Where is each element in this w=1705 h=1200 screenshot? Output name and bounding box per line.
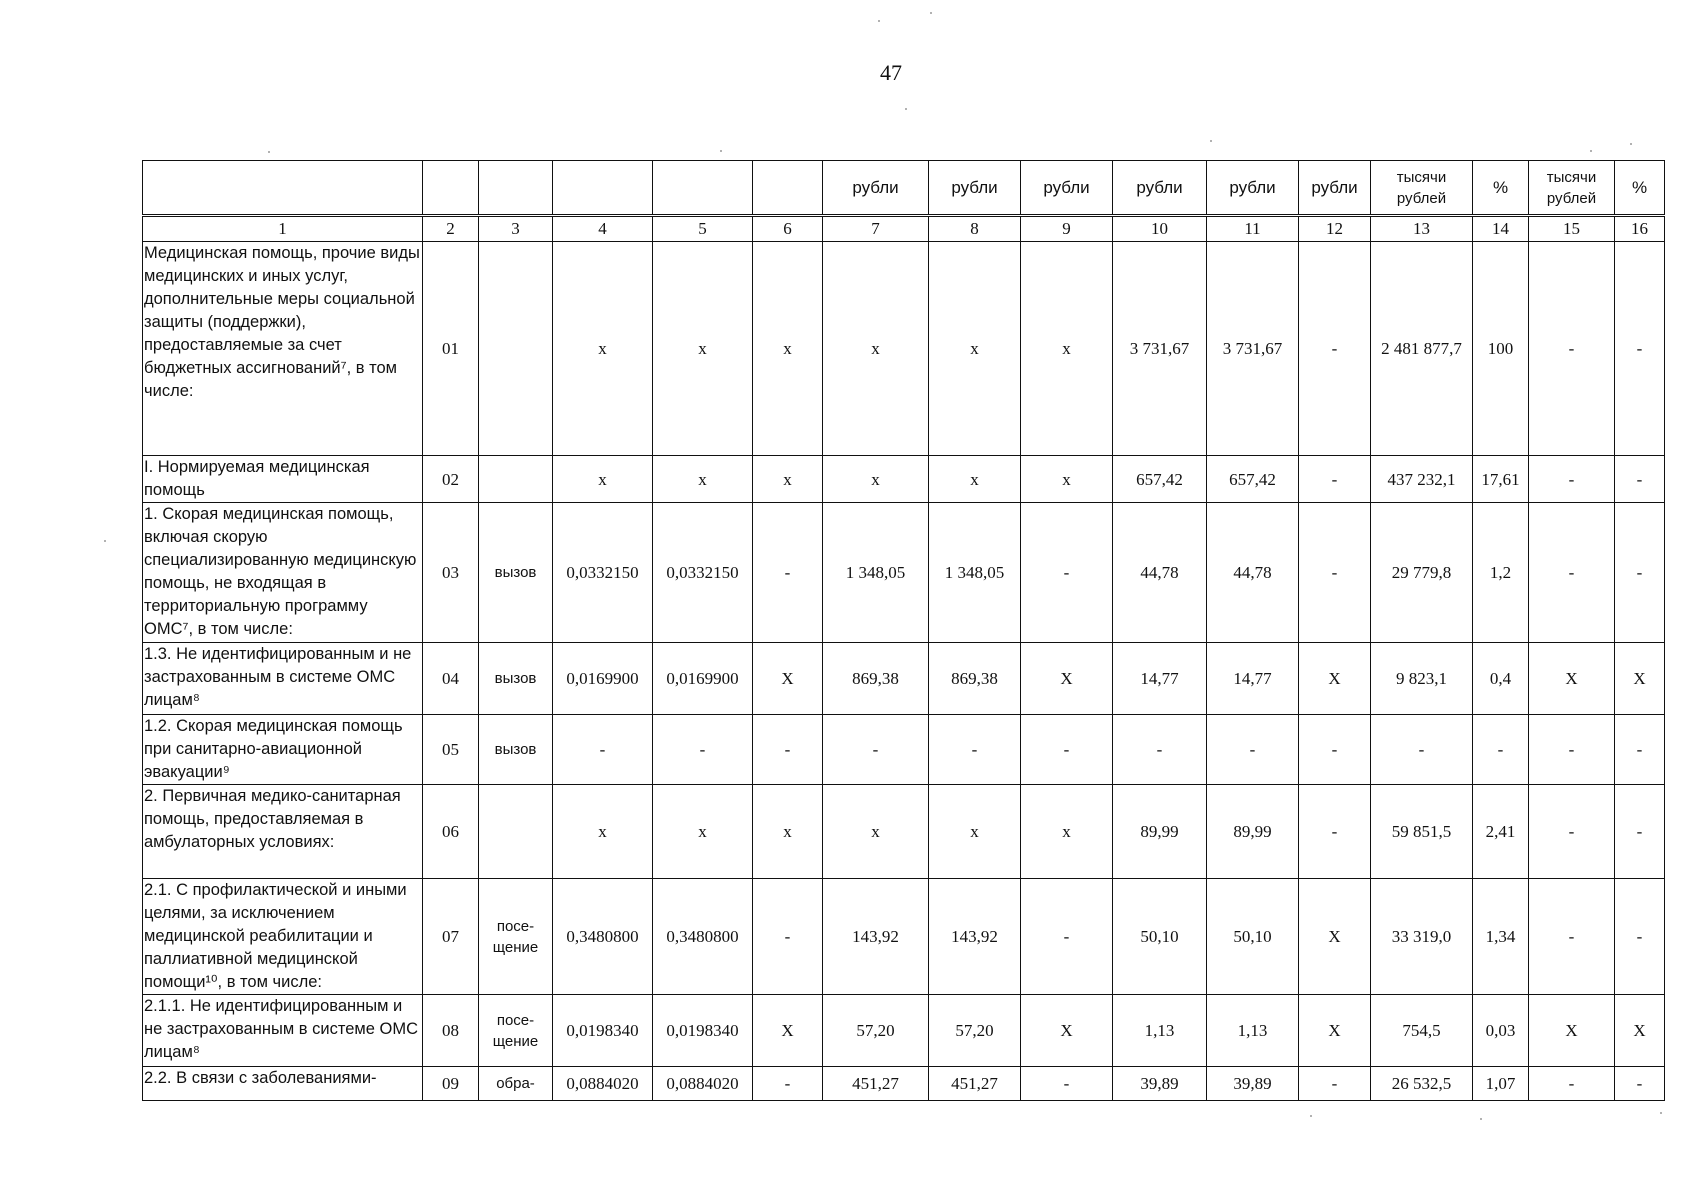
table-cell: 1,07	[1473, 1067, 1529, 1101]
table-cell: -	[1021, 879, 1113, 995]
table-cell: х	[753, 785, 823, 879]
table-cell: 0,0884020	[553, 1067, 653, 1101]
table-cell: х	[929, 785, 1021, 879]
table-cell: -	[1529, 879, 1615, 995]
table-cell: -	[1021, 503, 1113, 643]
table-cell: -	[753, 1067, 823, 1101]
column-number: 15	[1529, 216, 1615, 242]
table-cell: -	[1529, 456, 1615, 503]
table-cell: 04	[423, 643, 479, 715]
table-cell: 2,41	[1473, 785, 1529, 879]
table-cell: 07	[423, 879, 479, 995]
table-cell: х	[823, 242, 929, 456]
table-cell: 9 823,1	[1371, 643, 1473, 715]
table-cell: 44,78	[1113, 503, 1207, 643]
row-label: I. Нормируемая медицинская помощь	[143, 456, 423, 503]
table-cell: Х	[1021, 995, 1113, 1067]
table-cell: -	[1371, 715, 1473, 785]
column-number: 9	[1021, 216, 1113, 242]
unit-cell: рубли	[1299, 161, 1371, 216]
table-cell: х	[653, 242, 753, 456]
table-cell: 39,89	[1113, 1067, 1207, 1101]
table-cell: вызов	[479, 503, 553, 643]
column-number: 7	[823, 216, 929, 242]
column-number: 12	[1299, 216, 1371, 242]
table-cell: 14,77	[1207, 643, 1299, 715]
table-cell: посе-щение	[479, 995, 553, 1067]
table-cell: 657,42	[1207, 456, 1299, 503]
column-number: 10	[1113, 216, 1207, 242]
table-cell: 26 532,5	[1371, 1067, 1473, 1101]
table-cell: Х	[1021, 643, 1113, 715]
table-cell: Х	[753, 995, 823, 1067]
column-number: 8	[929, 216, 1021, 242]
table-cell: 1,13	[1207, 995, 1299, 1067]
table-row	[143, 643, 1665, 715]
table-cell: -	[1529, 715, 1615, 785]
table-cell: 3 731,67	[1113, 242, 1207, 456]
table-cell: Х	[1299, 643, 1371, 715]
table-cell: посе-щение	[479, 879, 553, 995]
column-number: 3	[479, 216, 553, 242]
table-cell: 06	[423, 785, 479, 879]
table-cell: х	[553, 785, 653, 879]
table-cell: 0,0169900	[553, 643, 653, 715]
column-number: 1	[143, 216, 423, 242]
unit-cell	[143, 161, 423, 216]
table-cell: -	[929, 715, 1021, 785]
table-cell: -	[1299, 503, 1371, 643]
table-cell: -	[1615, 1067, 1665, 1101]
table-cell: -	[1021, 715, 1113, 785]
table-cell: Х	[1299, 995, 1371, 1067]
table-cell: -	[1615, 715, 1665, 785]
table-cell: х	[553, 242, 653, 456]
table-row	[143, 879, 1665, 995]
table-cell: 44,78	[1207, 503, 1299, 643]
table-cell: 0,3480800	[553, 879, 653, 995]
unit-cell: рубли	[1113, 161, 1207, 216]
table-cell: 0,0198340	[653, 995, 753, 1067]
table-cell: х	[1021, 785, 1113, 879]
table-cell: 01	[423, 242, 479, 456]
unit-cell: рубли	[823, 161, 929, 216]
table-cell: 451,27	[823, 1067, 929, 1101]
data-table	[142, 160, 1665, 1101]
row-label: 1.3. Не идентифицированным и не застрахованным в системе ОМС лицам⁸	[143, 643, 423, 715]
table-cell: 2 481 877,7	[1371, 242, 1473, 456]
table-cell: 09	[423, 1067, 479, 1101]
table-cell: 14,77	[1113, 643, 1207, 715]
table-cell: -	[1473, 715, 1529, 785]
row-label: 1.2. Скорая медицинская помощь при санитарно-авиационной эвакуации⁹	[143, 715, 423, 785]
table-cell: х	[929, 242, 1021, 456]
table-row	[143, 456, 1665, 503]
table-cell: 0,0332150	[553, 503, 653, 643]
row-label: 1. Скорая медицинская помощь, включая скорую специализированную медицинскую помощь, не входящая в территориальную программу ОМС⁷, в том числе:	[143, 503, 423, 643]
table-cell: Х	[753, 643, 823, 715]
units-row	[143, 161, 1665, 216]
table-cell: х	[1021, 456, 1113, 503]
column-number: 6	[753, 216, 823, 242]
table-cell: -	[1299, 456, 1371, 503]
table-cell: х	[823, 785, 929, 879]
table-cell: 57,20	[929, 995, 1021, 1067]
table-cell: 3 731,67	[1207, 242, 1299, 456]
column-number: 16	[1615, 216, 1665, 242]
table-cell: 33 319,0	[1371, 879, 1473, 995]
unit-cell: рубли	[1207, 161, 1299, 216]
unit-cell: %	[1473, 161, 1529, 216]
table-cell: -	[1615, 503, 1665, 643]
column-number: 14	[1473, 216, 1529, 242]
table-cell: -	[1299, 715, 1371, 785]
table-cell: х	[653, 456, 753, 503]
table-cell: 89,99	[1113, 785, 1207, 879]
table-cell: 59 851,5	[1371, 785, 1473, 879]
table-cell: -	[1529, 1067, 1615, 1101]
table-cell: -	[1529, 785, 1615, 879]
table-cell: 869,38	[823, 643, 929, 715]
table-cell: -	[753, 879, 823, 995]
table-cell: 03	[423, 503, 479, 643]
table-cell: 17,61	[1473, 456, 1529, 503]
table-cell: 57,20	[823, 995, 929, 1067]
table-cell: х	[753, 242, 823, 456]
table-cell: -	[1615, 785, 1665, 879]
table-cell: 657,42	[1113, 456, 1207, 503]
table-cell: 0,0169900	[653, 643, 753, 715]
unit-cell: тысячи рублей	[1371, 161, 1473, 216]
table-row	[143, 503, 1665, 643]
table-cell: вызов	[479, 715, 553, 785]
table-cell: -	[1299, 785, 1371, 879]
column-number: 4	[553, 216, 653, 242]
table-cell: -	[1615, 242, 1665, 456]
table-cell: 437 232,1	[1371, 456, 1473, 503]
table-row	[143, 995, 1665, 1067]
table-cell: 869,38	[929, 643, 1021, 715]
table-cell: 754,5	[1371, 995, 1473, 1067]
table-row	[143, 785, 1665, 879]
table-cell: 1 348,05	[929, 503, 1021, 643]
table-cell: -	[1615, 879, 1665, 995]
table-cell: обра-	[479, 1067, 553, 1101]
table-cell: 1,13	[1113, 995, 1207, 1067]
table-row	[143, 1067, 1665, 1101]
table-cell: 0,0332150	[653, 503, 753, 643]
row-label: Медицинская помощь, прочие виды медицинских и иных услуг, дополнительные меры социальной защиты (поддержки), предоставляемые за счет бюджетных ассигнований⁷, в том числе:	[143, 242, 423, 456]
unit-cell	[553, 161, 653, 216]
table-cell	[479, 456, 553, 503]
table-cell: -	[1207, 715, 1299, 785]
table-cell	[479, 242, 553, 456]
table-cell: 0,4	[1473, 643, 1529, 715]
table-cell: -	[753, 503, 823, 643]
column-number: 11	[1207, 216, 1299, 242]
table-cell: Х	[1615, 995, 1665, 1067]
table-cell: 29 779,8	[1371, 503, 1473, 643]
table-row	[143, 242, 1665, 456]
unit-cell: тысячи рублей	[1529, 161, 1615, 216]
table-cell: х	[653, 785, 753, 879]
table-cell: -	[653, 715, 753, 785]
table-cell: -	[753, 715, 823, 785]
table-cell: вызов	[479, 643, 553, 715]
unit-cell: рубли	[929, 161, 1021, 216]
table-cell: 89,99	[1207, 785, 1299, 879]
table-cell: 0,0884020	[653, 1067, 753, 1101]
table-cell: х	[753, 456, 823, 503]
table-cell: -	[1299, 242, 1371, 456]
table-cell	[479, 785, 553, 879]
table-cell: 1 348,05	[823, 503, 929, 643]
table-cell: -	[1021, 1067, 1113, 1101]
table-body	[143, 161, 1665, 1101]
table-cell: Х	[1615, 643, 1665, 715]
unit-cell: рубли	[1021, 161, 1113, 216]
column-number: 2	[423, 216, 479, 242]
table-cell: -	[1113, 715, 1207, 785]
row-label: 2.1.1. Не идентифицированным и не застрахованным в системе ОМС лицам⁸	[143, 995, 423, 1067]
table-cell: 143,92	[823, 879, 929, 995]
table-cell: -	[1615, 456, 1665, 503]
table-cell: х	[553, 456, 653, 503]
table-cell: 0,0198340	[553, 995, 653, 1067]
unit-cell: %	[1615, 161, 1665, 216]
table-cell: -	[1529, 503, 1615, 643]
table-cell: 39,89	[1207, 1067, 1299, 1101]
table-cell: 451,27	[929, 1067, 1021, 1101]
table-cell: 50,10	[1113, 879, 1207, 995]
table-cell: 1,2	[1473, 503, 1529, 643]
unit-cell	[479, 161, 553, 216]
table-cell: 02	[423, 456, 479, 503]
table-cell: 1,34	[1473, 879, 1529, 995]
row-label: 2.1. С профилактической и иными целями, за исключением медицинской реабилитации и паллиативной медицинской помощи¹⁰, в том числе:	[143, 879, 423, 995]
table-cell: х	[1021, 242, 1113, 456]
column-number: 13	[1371, 216, 1473, 242]
row-label: 2. Первичная медико-санитарная помощь, предоставляемая в амбулаторных условиях:	[143, 785, 423, 879]
table-cell: Х	[1529, 643, 1615, 715]
table-cell: 05	[423, 715, 479, 785]
table-cell: х	[823, 456, 929, 503]
table-cell: 08	[423, 995, 479, 1067]
column-numbers-row	[143, 216, 1665, 242]
table-cell: -	[1299, 1067, 1371, 1101]
table-cell: 0,3480800	[653, 879, 753, 995]
table-cell: -	[823, 715, 929, 785]
unit-cell	[753, 161, 823, 216]
row-label: 2.2. В связи с заболеваниями-	[143, 1067, 423, 1101]
table-cell: 50,10	[1207, 879, 1299, 995]
table-cell: Х	[1299, 879, 1371, 995]
column-number: 5	[653, 216, 753, 242]
page-number: 47	[880, 60, 902, 85]
table-row	[143, 715, 1665, 785]
table-cell: 143,92	[929, 879, 1021, 995]
unit-cell	[653, 161, 753, 216]
table-cell: 0,03	[1473, 995, 1529, 1067]
table-cell: -	[1529, 242, 1615, 456]
table-cell: Х	[1529, 995, 1615, 1067]
table-cell: 100	[1473, 242, 1529, 456]
table-cell: х	[929, 456, 1021, 503]
unit-cell	[423, 161, 479, 216]
table-cell: -	[553, 715, 653, 785]
